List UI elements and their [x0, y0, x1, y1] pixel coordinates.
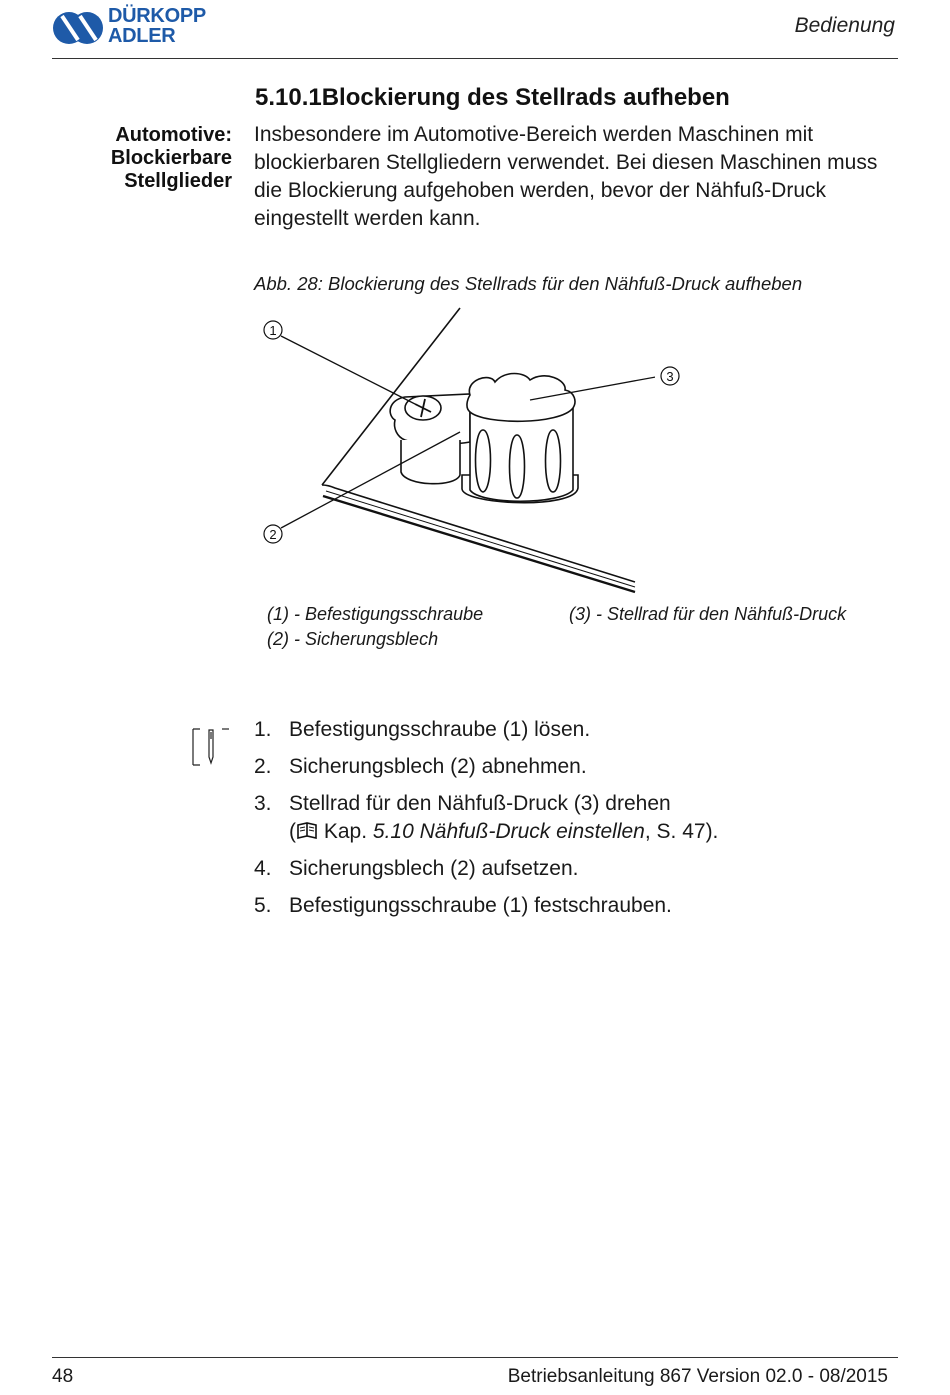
step-item: 3. Stellrad für den Nähfuß-Druck (3) drehen ( Kap. 5.10 Nähfuß-Druck einstellen, S. 47). [254, 792, 719, 843]
header-divider [52, 58, 898, 59]
knob-top [467, 374, 575, 422]
screw-boss [401, 440, 460, 484]
book-reference-icon [296, 822, 318, 840]
callout-2 [264, 525, 282, 543]
technical-drawing [255, 300, 655, 600]
callout-3 [658, 364, 682, 388]
step-item: 2. Sicherungsblech (2) abnehmen. [254, 755, 587, 778]
callout-1 [264, 321, 282, 339]
sewing-needle-icon [192, 727, 230, 767]
legend-item-2: (2) - Sicherungsblech [267, 629, 439, 649]
legend-item-1: (1) - Befestigungsschraube [267, 604, 484, 624]
brand-logo [52, 6, 227, 52]
margin-note: Automotive: Blockierbare Stellglieder [110, 124, 232, 192]
logo-wordmark: DÜRKOPP ADLER [108, 5, 206, 47]
leader-1 [281, 336, 415, 404]
step-item: 5. Befestigungsschraube (1) festschrauben. [254, 894, 672, 917]
instruction-steps [254, 716, 894, 929]
section-title: 5.10.1Blockierung des Stellrads aufheben [255, 84, 730, 111]
step-item: 4. Sicherungsblech (2) aufsetzen. [254, 857, 579, 880]
figure-caption: Abb. 28: Blockierung des Stellrads für den Nähfuß-Druck aufheben [254, 273, 803, 294]
svg-text:3: 3 [666, 369, 674, 384]
svg-text:2: 2 [269, 527, 277, 542]
step-item: 1. Befestigungsschraube (1) lösen. [254, 718, 591, 741]
plate-edge-top [322, 485, 635, 582]
document-version: Betriebsanleitung 867 Version 02.0 - 08/2015 [507, 1366, 888, 1387]
duerkopp-adler-logo-icon [52, 8, 104, 48]
footer-divider [52, 1357, 898, 1358]
intro-paragraph: Insbesondere im Automotive-Bereich werden Maschinen mit blockierbaren Stellgliedern verwendet. Bei diesen Maschinen muss die Blockierung aufgehoben werden, bevor der Nähfuß-Druck eingestellt werden kann. [254, 123, 878, 230]
svg-text:1: 1 [269, 323, 277, 338]
page-number: 48 [52, 1366, 74, 1387]
cross-reference-link[interactable]: Kap. 5.10 Nähfuß-Druck einstellen [323, 820, 645, 843]
chapter-heading: Bedienung [794, 14, 895, 37]
plate-edge-bottom [323, 496, 635, 592]
legend-item-3: (3) - Stellrad für den Nähfuß-Druck [569, 604, 847, 624]
